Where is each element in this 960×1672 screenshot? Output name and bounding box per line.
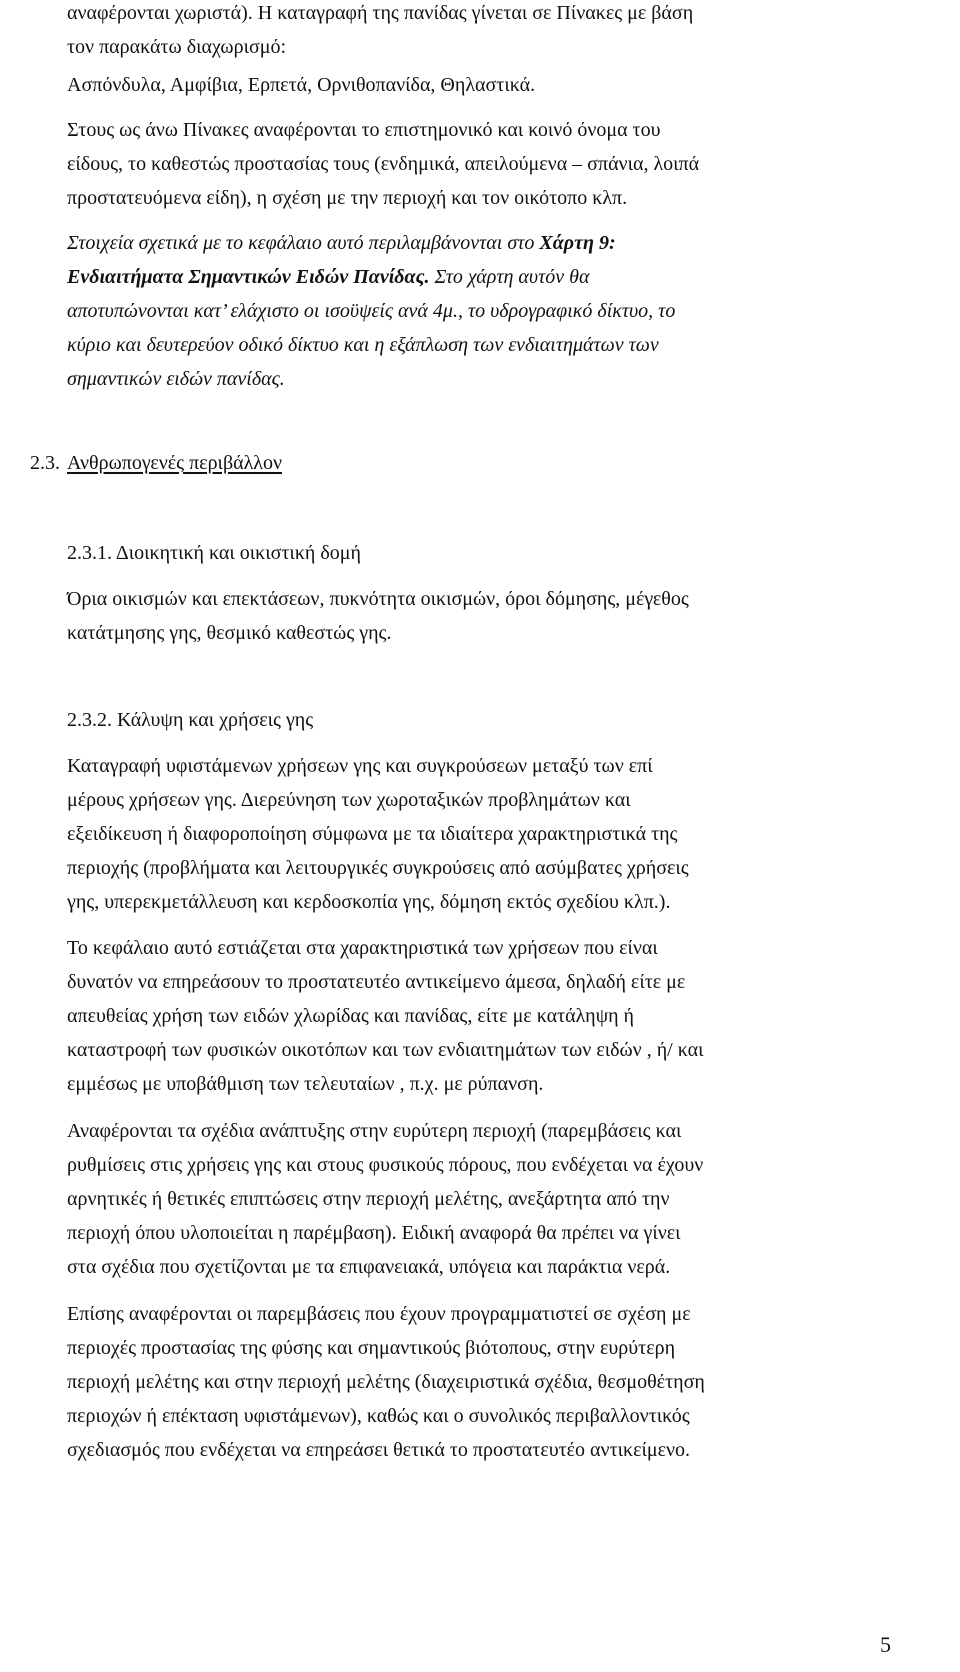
text-line: περιοχή όπου υλοποιείται η παρέμβαση). Ειδική αναφορά θα πρέπει να γίνει xyxy=(67,1222,681,1244)
text-line: Στους ως άνω Πίνακες αναφέρονται το επιστημονικό και κοινό όνομα του xyxy=(67,119,661,141)
text-line: δυνατόν να επηρεάσουν το προστατευτέο αντικείμενο άμεσα, δηλαδή είτε με xyxy=(67,971,686,993)
text-line: Καταγραφή υφιστάμενων χρήσεων γης και συγκρούσεων μεταξύ των επί xyxy=(67,755,653,777)
map-paragraph-line xyxy=(67,262,589,292)
subsection-heading-2-3-1: 2.3.1. Διοικητική και οικιστική δομή xyxy=(67,542,361,564)
text-line: Το κεφάλαιο αυτό εστιάζεται στα χαρακτηριστικά των χρήσεων που είναι xyxy=(67,937,658,959)
text-line: περιοχών ή επέκταση υφιστάμενων), καθώς και ο συνολικός περιβαλλοντικός xyxy=(67,1405,690,1427)
subsection-heading-2-3-2: 2.3.2. Κάλυψη και χρήσεις γης xyxy=(67,709,314,731)
text-line: περιοχές προστασίας της φύσης και σημαντικούς βιότοπους, στην ευρύτερη xyxy=(67,1337,676,1359)
text-line: περιοχής (προβλήματα και λειτουργικές συγκρούσεις από ασύμβατες χρήσεις xyxy=(67,857,689,879)
text-line: εξειδίκευση ή διαφοροποίηση σύμφωνα με τα ιδιαίτερα χαρακτηριστικά της xyxy=(67,823,678,845)
text-line: Επίσης αναφέρονται οι παρεμβάσεις που έχουν προγραμματιστεί σε σχέση με xyxy=(67,1303,691,1325)
text-line: μέρους χρήσεων γης. Διερεύνηση των χωροταξικών προβλημάτων και xyxy=(67,789,631,811)
map-paragraph-line: κύριο και δευτερεύον οδικό δίκτυο και η εξάπλωση των ενδιαιτημάτων των xyxy=(67,334,659,356)
text-line: τον παρακάτω διαχωρισμό: xyxy=(67,36,287,58)
text-line: ρυθμίσεις στις χρήσεις γης και στους φυσικούς πόρους, που ενδέχεται να έχουν xyxy=(67,1154,704,1176)
section-number: 2.3. xyxy=(30,452,60,474)
text-span: Στοιχεία σχετικά με το κεφάλαιο αυτό περιλαμβάνονται στο xyxy=(67,232,540,254)
text-line: γης, υπερεκμετάλλευση και κερδοσκοπία γης, δόμηση εκτός σχεδίου κλπ.). xyxy=(67,891,671,913)
text-line: περιοχή μελέτης και στην περιοχή μελέτης (διαχειριστικά σχέδια, θεσμοθέτηση xyxy=(67,1371,705,1393)
text-line: σχεδιασμός που ενδέχεται να επηρεάσει θετικά το προστατευτέο αντικείμενο. xyxy=(67,1439,691,1461)
text-line: είδους, το καθεστώς προστασίας τους (ενδημικά, απειλούμενα – σπάνια, λοιπά xyxy=(67,153,700,175)
map-reference: Χάρτη 9: xyxy=(539,232,616,254)
text-line: καταστροφή των φυσικών οικοτόπων και των ενδιαιτημάτων των ειδών , ή/ και xyxy=(67,1039,704,1061)
page-number: 5 xyxy=(880,1632,891,1657)
text-line: κατάτμησης γης, θεσμικό καθεστώς γης. xyxy=(67,622,392,644)
text-line: αρνητικές ή θετικές επιπτώσεις στην περιοχή μελέτης, ανεξάρτητα από την xyxy=(67,1188,670,1210)
map-paragraph-line: σημαντικών ειδών πανίδας. xyxy=(67,368,285,390)
section-title: Ανθρωπογενές περιβάλλον xyxy=(67,452,283,474)
text-line: προστατευόμενα είδη), η σχέση με την περιοχή και τον οικότοπο κλπ. xyxy=(67,187,628,209)
text-line: απευθείας χρήση των ειδών χλωρίδας και πανίδας, είτε με κατάληψη ή xyxy=(67,1005,635,1027)
text-line: Αναφέρονται τα σχέδια ανάπτυξης στην ευρύτερη περιοχή (παρεμβάσεις και xyxy=(67,1120,682,1142)
map-paragraph-line: αποτυπώνονται κατ’ ελάχιστο οι ισοϋψείς ανά 4μ., το υδρογραφικό δίκτυο, το xyxy=(67,300,676,322)
fauna-categories: Ασπόνδυλα, Αμφίβια, Ερπετά, Ορνιθοπανίδα, Θηλαστικά. xyxy=(67,74,536,96)
text-line: Όρια οικισμών και επεκτάσεων, πυκνότητα οικισμών, όροι δόμησης, μέγεθος xyxy=(67,588,689,610)
text-span: Στο χάρτη αυτόν θα xyxy=(429,266,590,288)
text-line: στα σχέδια που σχετίζονται με τα επιφανειακά, υπόγεια και παράκτια νερά. xyxy=(67,1256,671,1278)
section-heading-2-3 xyxy=(30,448,282,478)
map-paragraph-line xyxy=(67,228,616,258)
text-line: αναφέρονται χωριστά). Η καταγραφή της πανίδας γίνεται σε Πίνακες με βάση xyxy=(67,2,694,24)
text-line: εμμέσως με υποβάθμιση των τελευταίων , π.χ. με ρύπανση. xyxy=(67,1073,544,1095)
map-title: Ενδιαιτήματα Σημαντικών Ειδών Πανίδας. xyxy=(67,266,430,288)
